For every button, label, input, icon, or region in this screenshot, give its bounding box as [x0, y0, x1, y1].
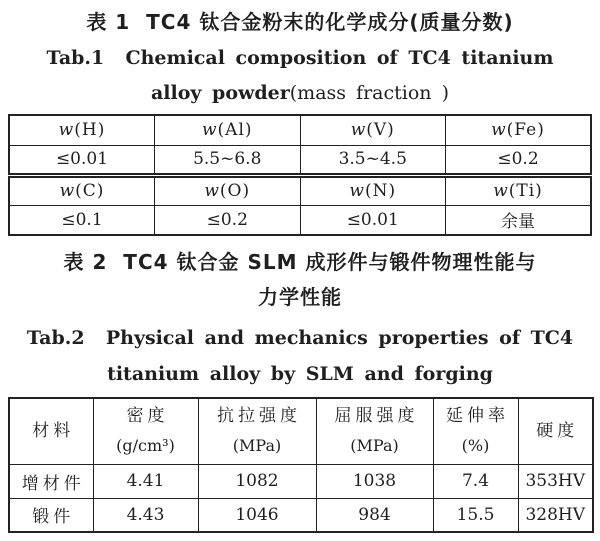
table2-caption-zh-line2: 力学性能: [258, 285, 342, 309]
element-V: (V): [366, 120, 395, 141]
table1-header-wN: [300, 175, 446, 205]
table2-row-forged: [9, 498, 593, 532]
w-symbol: w: [204, 181, 219, 201]
table1-header-wV: [300, 115, 446, 145]
value-wV: 3.5~4.5: [300, 145, 446, 175]
table2-caption-en-line2: titanium alloy by SLM and forging: [107, 363, 493, 385]
w-symbol: w: [201, 120, 217, 141]
cell-elongation: 15.5: [433, 498, 518, 532]
table1-header-row-1: [9, 115, 591, 145]
cell-density: 4.43: [93, 498, 198, 532]
table1-caption-en-line2: [8, 79, 592, 107]
header-unit-density: (g/cm³): [116, 436, 175, 456]
table1-caption-zh: 表 1 TC4 钛合金粉末的化学成分(质量分数): [86, 10, 514, 34]
table2-header-hardness: [518, 398, 593, 464]
w-symbol: w: [491, 120, 506, 141]
cell-tensile: 1046: [198, 498, 316, 532]
value-wO: ≤0.2: [155, 205, 301, 235]
table1-header-wO: [155, 175, 301, 205]
table2-header-row: [9, 398, 593, 464]
value-wN: ≤0.01: [300, 205, 446, 235]
table1-value-row-2: [9, 205, 591, 235]
table1-header-wH: [9, 115, 155, 145]
header-label-hardness: 硬度: [536, 420, 579, 441]
cell-material: 锻件: [9, 498, 93, 532]
header-label-elongation: 延伸率: [446, 406, 509, 427]
value-wC: ≤0.1: [9, 205, 155, 235]
element-Ti: (Ti): [508, 181, 543, 201]
table1-header-wC: [9, 175, 155, 205]
table2-row-additive: [9, 464, 593, 498]
cell-yield: 984: [316, 498, 433, 532]
table2-caption-en-line1: Tab.2 Physical and mechanics properties of TC4: [26, 327, 574, 349]
table1-header-wTi: [446, 175, 592, 205]
element-O: (O): [219, 181, 251, 201]
w-symbol: w: [350, 120, 366, 141]
header-label-yield: 屈服强度: [334, 406, 419, 427]
table1-caption-en-line2-normal: (mass fraction ): [289, 82, 449, 104]
header-unit-tensile: (MPa): [232, 436, 282, 456]
cell-elongation: 7.4: [433, 464, 518, 498]
value-wAl: 5.5~6.8: [155, 145, 301, 175]
table2-header-density: [93, 398, 198, 464]
table1-header-wAl: [155, 115, 301, 145]
header-label-tensile: 抗拉强度: [217, 406, 301, 427]
table1-caption-en-line1: Tab.1 Chemical composition of TC4 titanium: [46, 47, 554, 69]
table2-mechanical-properties: [8, 397, 594, 533]
table2-header-material: [9, 398, 93, 464]
header-label-material: 材料: [32, 420, 75, 441]
table1-caption-en-line2-bold: alloy powder: [150, 82, 290, 104]
element-C: (C): [75, 181, 105, 201]
header-unit-yield: (MPa): [350, 436, 399, 456]
value-wTi: 余量: [446, 205, 592, 235]
cell-hardness: 328HV: [518, 498, 593, 532]
table1-chemical-composition: [8, 114, 592, 236]
header-unit-elongation: (%): [461, 436, 490, 456]
table2-header-yield-strength: [316, 398, 433, 464]
table2-header-elongation: [433, 398, 518, 464]
w-symbol: w: [493, 181, 508, 201]
cell-yield: 1038: [316, 464, 433, 498]
table1-value-row-1: [9, 145, 591, 175]
table1-header-wFe: [446, 115, 592, 145]
element-Al: (Al): [217, 120, 253, 141]
w-symbol: w: [59, 181, 75, 201]
table2-header-tensile-strength: [198, 398, 316, 464]
w-symbol: w: [58, 120, 74, 141]
element-H: (H): [74, 120, 106, 141]
value-wFe: ≤0.2: [446, 145, 592, 175]
element-N: (N): [364, 181, 397, 201]
table2-caption-zh-line1: 表 2 TC4 钛合金 SLM 成形件与锻件物理性能与: [63, 250, 537, 274]
cell-material: 增材件: [9, 464, 93, 498]
cell-density: 4.41: [93, 464, 198, 498]
table1-header-row-2: [9, 175, 591, 205]
cell-tensile: 1082: [198, 464, 316, 498]
element-Fe: (Fe): [506, 120, 545, 141]
value-wH: ≤0.01: [9, 145, 155, 175]
cell-hardness: 353HV: [518, 464, 593, 498]
header-label-density: 密度: [126, 406, 169, 427]
w-symbol: w: [349, 181, 364, 201]
